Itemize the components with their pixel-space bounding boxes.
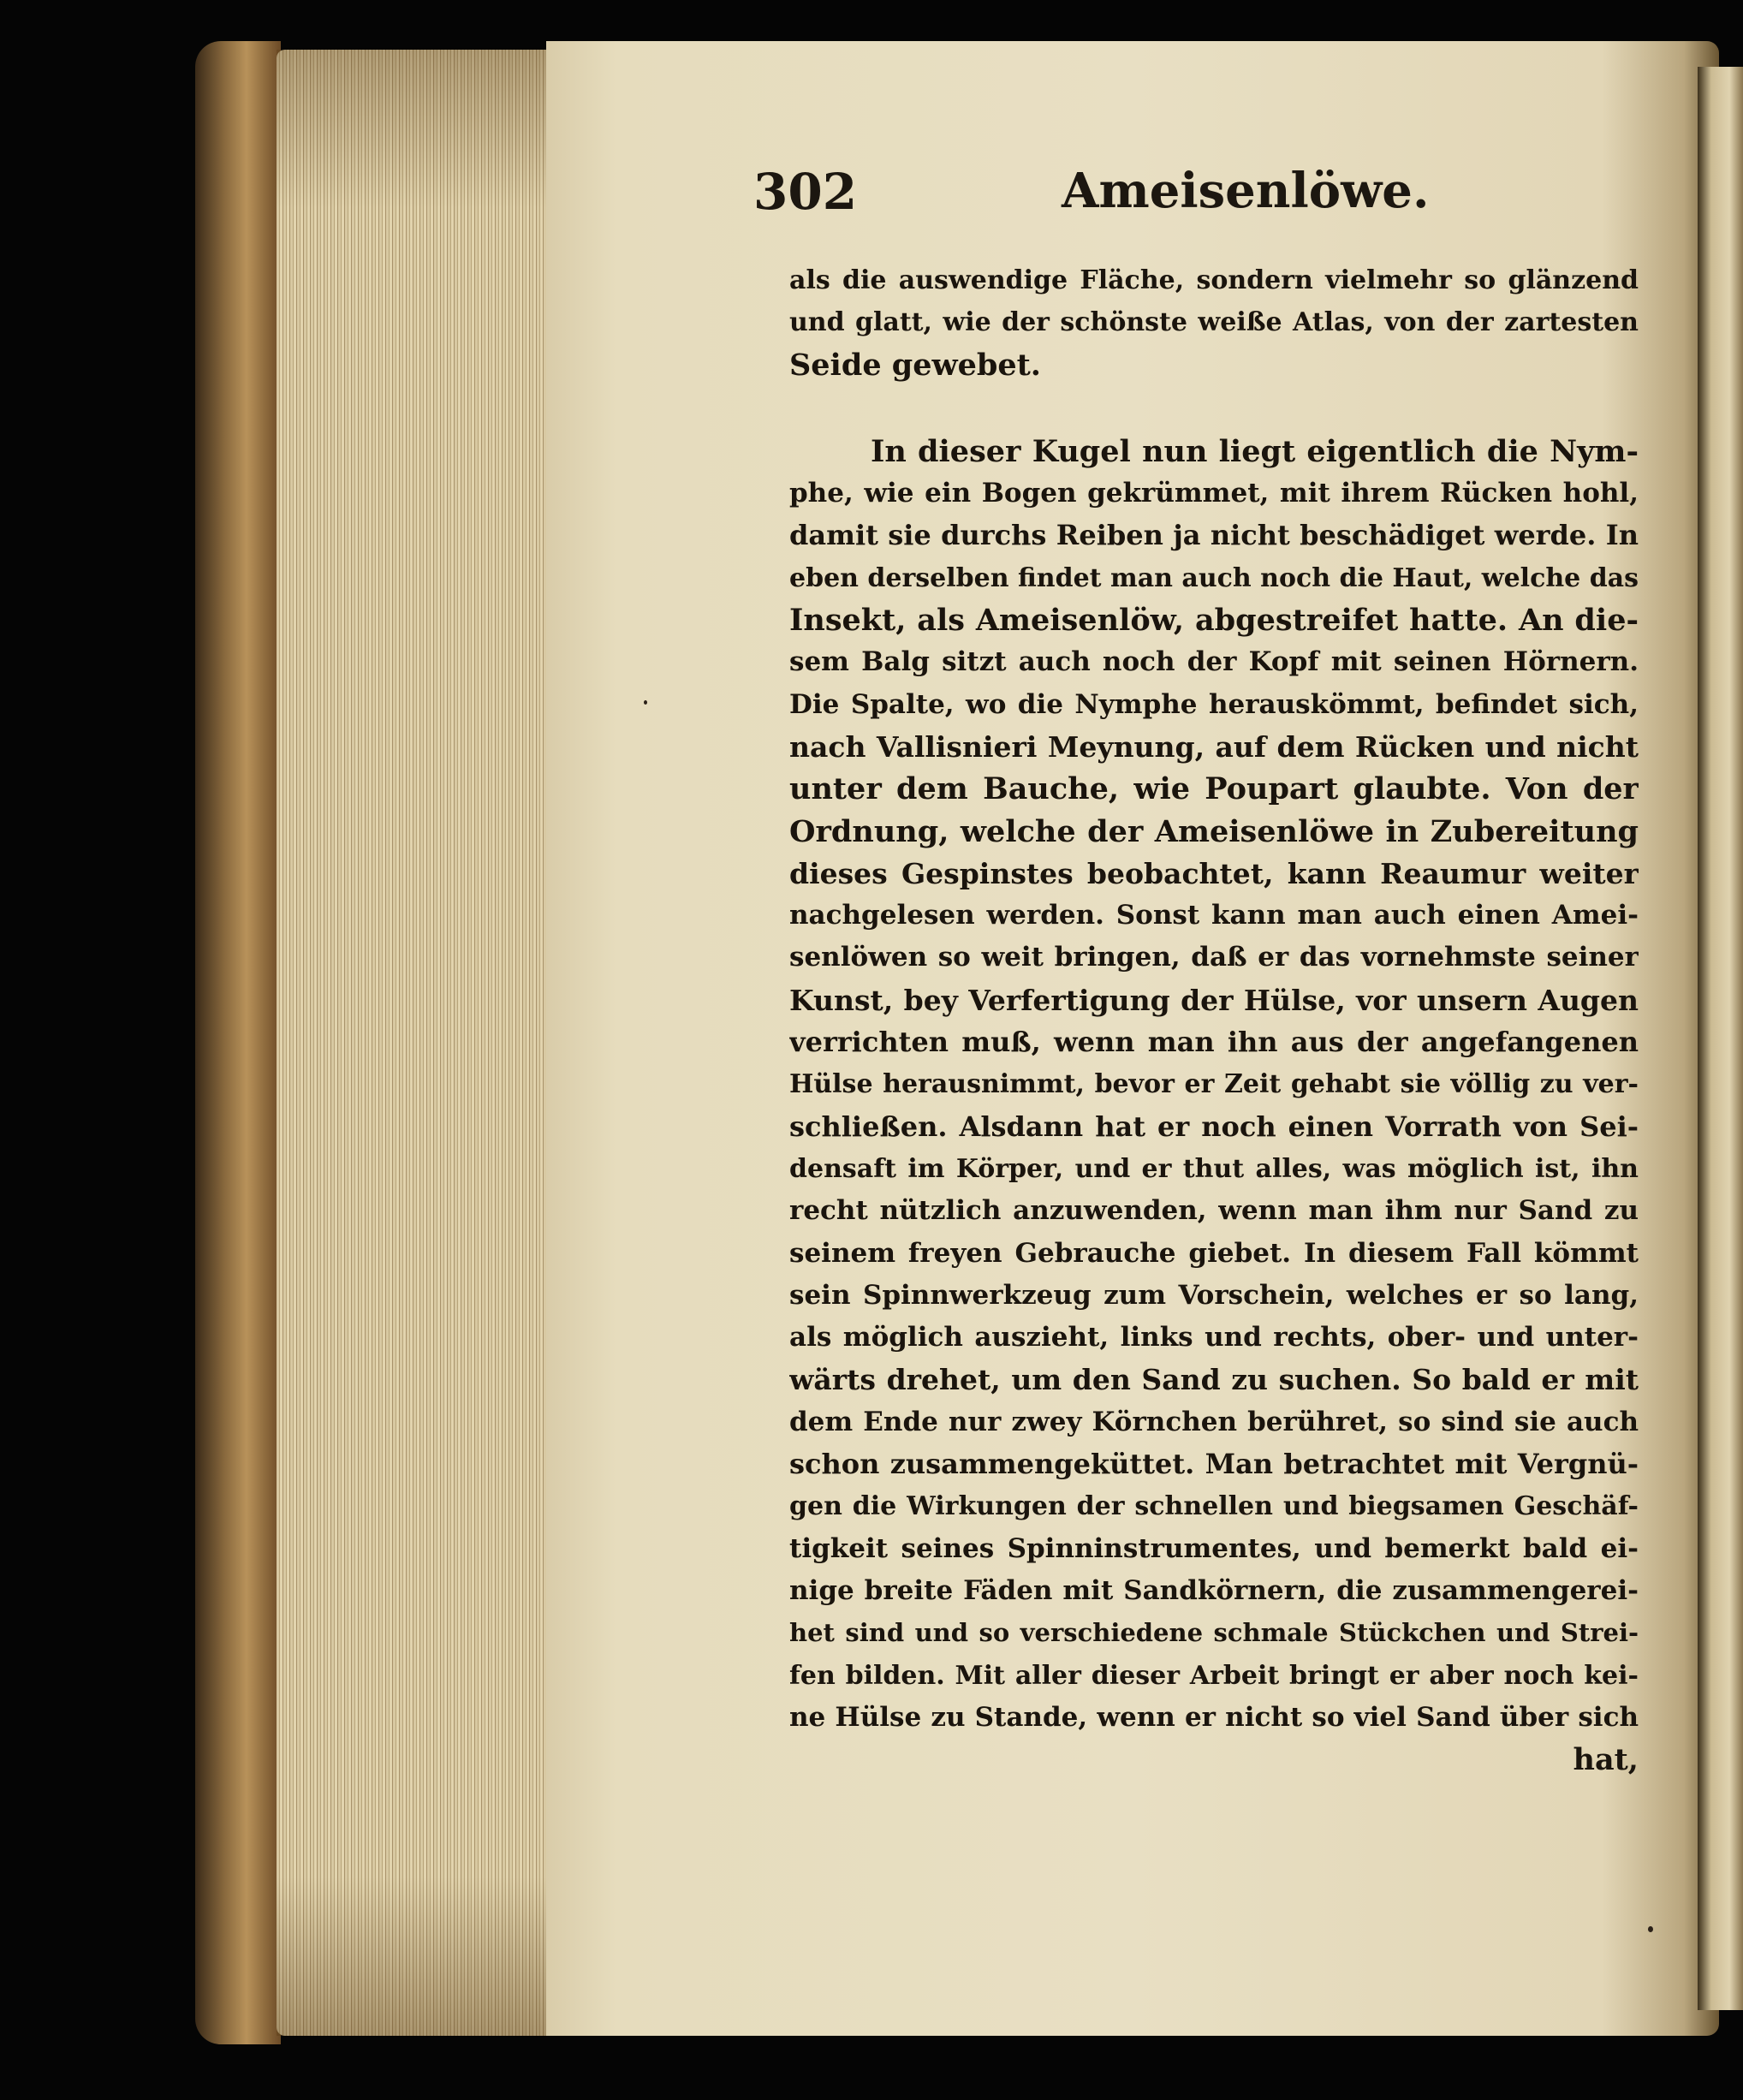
text-line: Seide gewebet.	[789, 347, 1041, 383]
text-line: nige breite Fäden mit Sandkörnern, die zusammengerei-	[789, 1574, 1639, 1606]
text-line: recht nützlich anzuwenden, wenn man ihm nur Sand zu	[789, 1195, 1639, 1227]
text-line: wärts drehet, um den Sand zu suchen. So bald er mit	[789, 1363, 1639, 1397]
text-line: als möglich auszieht, links und rechts, ober- und unter-	[789, 1322, 1639, 1353]
text-line: schließen. Alsdann hat er noch einen Vorrath von Sei-	[789, 1109, 1639, 1143]
text-line: verrichten muß, wenn man ihn aus der angefangenen	[789, 1026, 1639, 1059]
text-line: tigkeit seines Spinninstrumentes, und bemerkt bald ei-	[789, 1532, 1639, 1564]
text-line: densaft im Körper, und er thut alles, was möglich ist, ihn	[789, 1153, 1639, 1184]
text-line: het sind und so verschiedene schmale Stückchen und Strei-	[789, 1618, 1639, 1648]
body-text	[789, 259, 1639, 1781]
text-line: sem Balg sitzt auch noch der Kopf mit seinen Hörnern.	[789, 646, 1639, 678]
text-line: senlöwen so weit bringen, daß er das vornehmste seiner	[789, 942, 1639, 973]
text-line: nachgelesen werden. Sonst kann man auch einen Amei-	[789, 900, 1639, 931]
text-line: als die auswendige Fläche, sondern vielmehr so glänzend	[789, 265, 1639, 295]
paragraph-gap	[789, 386, 1639, 431]
catchword: hat,	[1573, 1742, 1639, 1778]
text-line: Die Spalte, wo die Nymphe herauskömmt, befindet sich,	[789, 688, 1639, 720]
ink-speck	[1648, 1926, 1653, 1932]
text-line: unter dem Bauche, wie Poupart glaubte. Von der	[789, 771, 1639, 807]
text-line: fen bilden. Mit aller dieser Arbeit bringt er aber noch kei-	[789, 1660, 1639, 1691]
text-line: gen die Wirkungen der schnellen und biegsamen Geschäf-	[789, 1491, 1639, 1522]
running-head	[753, 163, 1524, 240]
text-line: Insekt, als Ameisenlöw, abgestreifet hatte. An die-	[789, 603, 1639, 639]
text-line: ne Hülse zu Stande, wenn er nicht so viel Sand über sich	[789, 1701, 1639, 1733]
ink-speck	[644, 700, 647, 705]
text-line: Kunst, bey Verfertigung der Hülse, vor unsern Augen	[789, 983, 1639, 1017]
text-line: eben derselben findet man auch noch die Haut, welche das	[789, 562, 1639, 593]
page-number: 302	[753, 163, 858, 221]
page-block-edges	[277, 50, 550, 2036]
text-line: sein Spinnwerkzeug zum Vorschein, welches er so lang,	[789, 1279, 1639, 1311]
book-cover-edge	[195, 41, 281, 2044]
text-line: damit sie durchs Reiben ja nicht beschädiget werde. In	[789, 519, 1639, 552]
page-title: Ameisenlöwe.	[1062, 163, 1430, 219]
text-line: dem Ende nur zwey Körnchen berühret, so sind sie auch	[789, 1406, 1639, 1437]
facing-page-edge	[1698, 67, 1743, 2010]
text-line: In dieser Kugel nun liegt eigentlich die Nym-	[871, 433, 1639, 469]
text-line: seinem freyen Gebrauche giebet. In diesem Fall kömmt	[789, 1237, 1639, 1269]
text-line: nach Vallisnieri Meynung, auf dem Rücken und nicht	[789, 729, 1639, 764]
text-line: Ordnung, welche der Ameisenlöwe in Zubereitung	[789, 813, 1639, 849]
text-line: phe, wie ein Bogen gekrümmet, mit ihrem Rücken hohl,	[789, 478, 1639, 509]
text-line: und glatt, wie der schönste weiße Atlas, von der zartesten	[789, 307, 1639, 338]
text-line: schon zusammengeküttet. Man betrachtet mit Vergnü-	[789, 1448, 1639, 1481]
text-line: Hülse herausnimmt, bevor er Zeit gehabt sie völlig zu ver-	[789, 1069, 1639, 1100]
text-line: dieses Gespinstes beobachtet, kann Reaumur weiter	[789, 856, 1639, 890]
